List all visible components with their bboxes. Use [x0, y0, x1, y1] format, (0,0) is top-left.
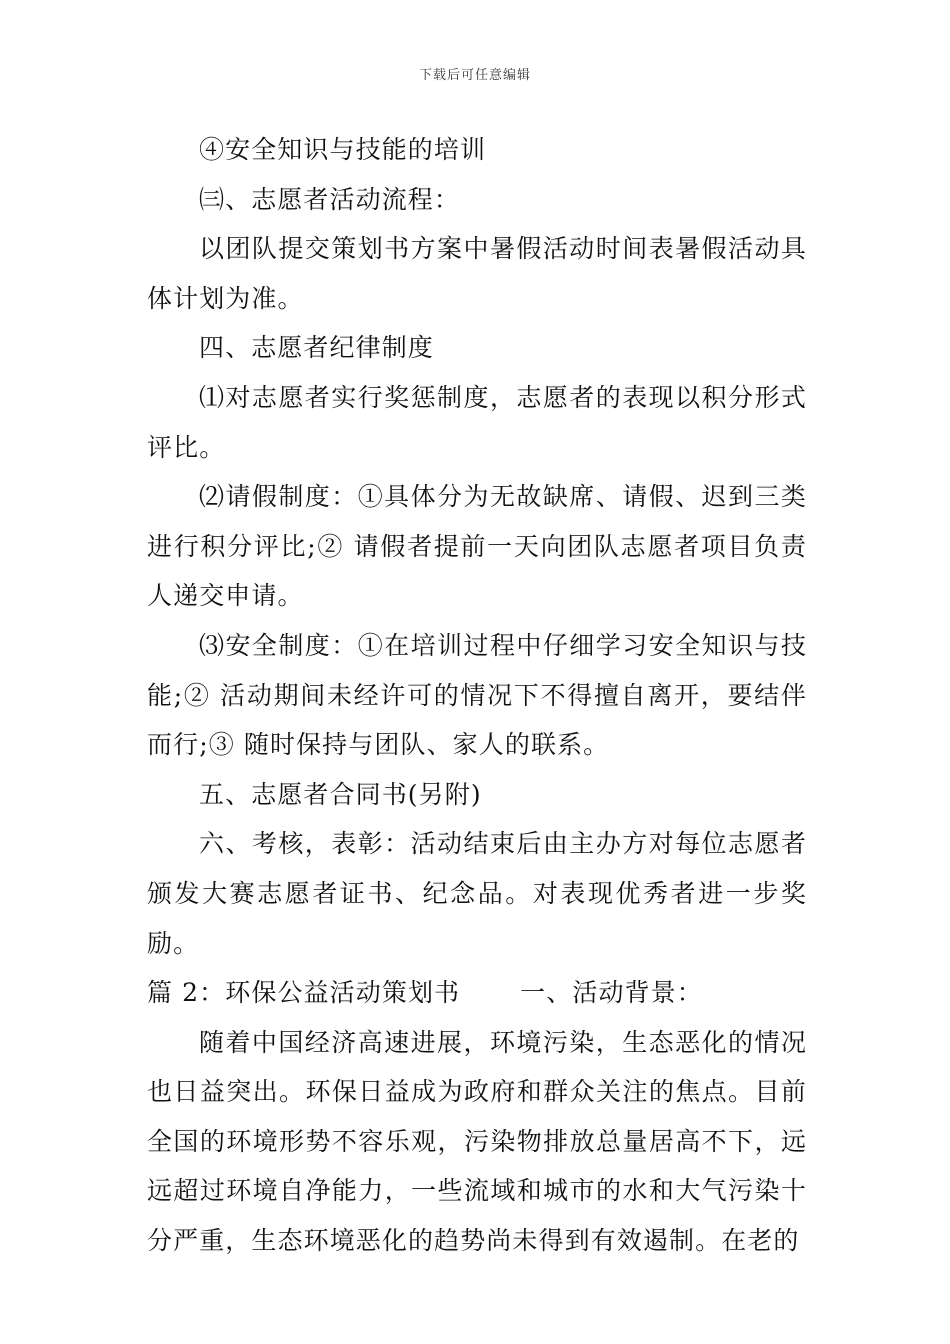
heading-discipline: 四、志愿者纪律制度: [199, 333, 434, 363]
section2-title: 篇 2：环保公益活动策划书: [147, 978, 461, 1008]
paragraph-activity-plan: 以团队提交策划书方案中暑假活动时间表暑假活动具体计划为准。: [147, 234, 807, 313]
paragraph-reward-penalty: ⑴对志愿者实行奖惩制度，志愿者的表现以积分形式评比。: [147, 382, 807, 462]
paragraph-safety-system: ⑶安全制度：①在培训过程中仔细学习安全知识与技能;② 活动期间未经许可的情况下不得擅自离开，要结伴而行;③ 随时保持与团队、家人的联系。: [147, 630, 807, 760]
page-header-note: 下载后可任意编辑: [418, 68, 531, 83]
heading-contract: 五、志愿者合同书(另附): [199, 779, 482, 809]
heading-activity-process: ㈢、志愿者活动流程：: [199, 184, 461, 214]
section2-heading-row: [147, 968, 807, 1018]
paragraph-training: ④安全知识与技能的培训: [199, 135, 487, 164]
paragraph-leave-system: ⑵请假制度：①具体分为无故缺席、请假、迟到三类进行积分评比;② 请假者提前一天向团队志愿者项目负责人递交申请。: [147, 482, 807, 611]
section2-subheading: 一、活动背景：: [520, 978, 703, 1008]
paragraph-assessment: 六、考核，表彰：活动结束后由主办方对每位志愿者颁发大赛志愿者证书、纪念品。对表现优秀者进一步奖励。: [147, 829, 807, 958]
paragraph-background: 随着中国经济高速进展，环境污染，生态恶化的情况也日益突出。环保日益成为政府和群众关注的焦点。目前全国的环境形势不容乐观，污染物排放总量居高不下，远远超过环境自净能力，一些流域和城市的水和大气污染十分严重，生态环境恶化的趋势尚未得到有效遏制。在老的: [147, 1027, 807, 1256]
document-body: [147, 125, 807, 1266]
